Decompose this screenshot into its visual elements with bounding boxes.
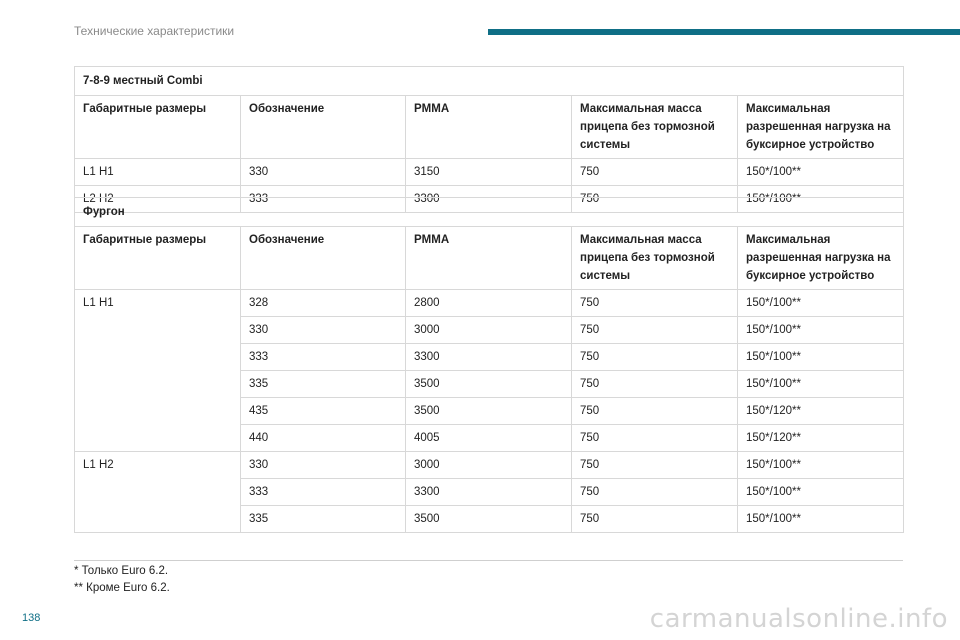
table-cell: 750: [572, 159, 738, 186]
table-cell: 333: [241, 186, 406, 213]
table-cell: 750: [572, 371, 738, 398]
table-cell: 750: [572, 317, 738, 344]
footnote-except-euro: ** Кроме Euro 6.2.: [74, 582, 170, 594]
table-cell: 330: [241, 317, 406, 344]
table-cell: 150*/100**: [738, 479, 904, 506]
header-accent-bar: [488, 29, 960, 35]
table-cell: 333: [241, 479, 406, 506]
table-title: Фургон: [75, 198, 904, 227]
table-row: [75, 159, 904, 186]
table-cell: 750: [572, 186, 738, 213]
table-cell: 3500: [406, 371, 572, 398]
table-cell: 750: [572, 398, 738, 425]
dimension-cell: L1 H1: [75, 290, 241, 452]
dimension-cell: L1 H2: [75, 452, 241, 533]
table-cell: 335: [241, 371, 406, 398]
table-cell: 750: [572, 452, 738, 479]
table-cell: 330: [241, 452, 406, 479]
table-header-row: [75, 227, 904, 290]
spec-table-combi: [74, 66, 904, 213]
table-cell: 440: [241, 425, 406, 452]
table-header-row: [75, 96, 904, 159]
table-cell: 3300: [406, 344, 572, 371]
table-title: 7-8-9 местный Combi: [75, 67, 904, 96]
footnote-euro-only: * Только Euro 6.2.: [74, 565, 169, 577]
column-header: Максимальная разрешенная нагрузка на буксирное устройство: [738, 96, 904, 159]
table-cell: 3150: [406, 159, 572, 186]
table-cell: 150*/100**: [738, 506, 904, 533]
table-cell: 150*/100**: [738, 317, 904, 344]
table-cell: 150*/100**: [738, 159, 904, 186]
table-cell: 2800: [406, 290, 572, 317]
table-cell: 435: [241, 398, 406, 425]
table-cell: 150*/100**: [738, 371, 904, 398]
table-cell: 3300: [406, 186, 572, 213]
table-cell: 3000: [406, 317, 572, 344]
table-cell: 750: [572, 344, 738, 371]
column-header: PMMA: [406, 227, 572, 290]
table-cell: 3500: [406, 506, 572, 533]
table-row: [75, 452, 904, 479]
column-header: Максимальная разрешенная нагрузка на буксирное устройство: [738, 227, 904, 290]
spec-table-van: [74, 197, 904, 533]
table-cell: 335: [241, 506, 406, 533]
page-number: 138: [22, 612, 41, 624]
table-cell: 150*/100**: [738, 186, 904, 213]
table-title-row: [75, 67, 904, 96]
table-cell: 328: [241, 290, 406, 317]
table-cell: 750: [572, 290, 738, 317]
table-cell: 150*/120**: [738, 398, 904, 425]
column-header: Максимальная масса прицепа без тормозной системы: [572, 96, 738, 159]
column-header: PMMA: [406, 96, 572, 159]
column-header: Максимальная масса прицепа без тормозной системы: [572, 227, 738, 290]
column-header: Обозначение: [241, 96, 406, 159]
table-cell: 3000: [406, 452, 572, 479]
column-header: Обозначение: [241, 227, 406, 290]
page-header-title: Технические характеристики: [74, 24, 235, 38]
table-cell: 750: [572, 479, 738, 506]
table-cell: 750: [572, 506, 738, 533]
table-title-row: [75, 198, 904, 227]
table-cell: 3300: [406, 479, 572, 506]
table-cell: 150*/100**: [738, 452, 904, 479]
table-cell: 150*/100**: [738, 290, 904, 317]
column-header: Габаритные размеры: [75, 227, 241, 290]
dimension-cell: L1 H1: [75, 159, 241, 186]
table-cell: 330: [241, 159, 406, 186]
table-cell: 3500: [406, 398, 572, 425]
table-cell: 150*/120**: [738, 425, 904, 452]
column-header: Габаритные размеры: [75, 96, 241, 159]
table-cell: 4005: [406, 425, 572, 452]
table-row: [75, 290, 904, 317]
watermark: carmanualsonline.info: [649, 604, 948, 634]
table-cell: 333: [241, 344, 406, 371]
dimension-cell: L2 H2: [75, 186, 241, 213]
table-cell: 150*/100**: [738, 344, 904, 371]
footnote-divider: [74, 560, 903, 561]
table-cell: 750: [572, 425, 738, 452]
